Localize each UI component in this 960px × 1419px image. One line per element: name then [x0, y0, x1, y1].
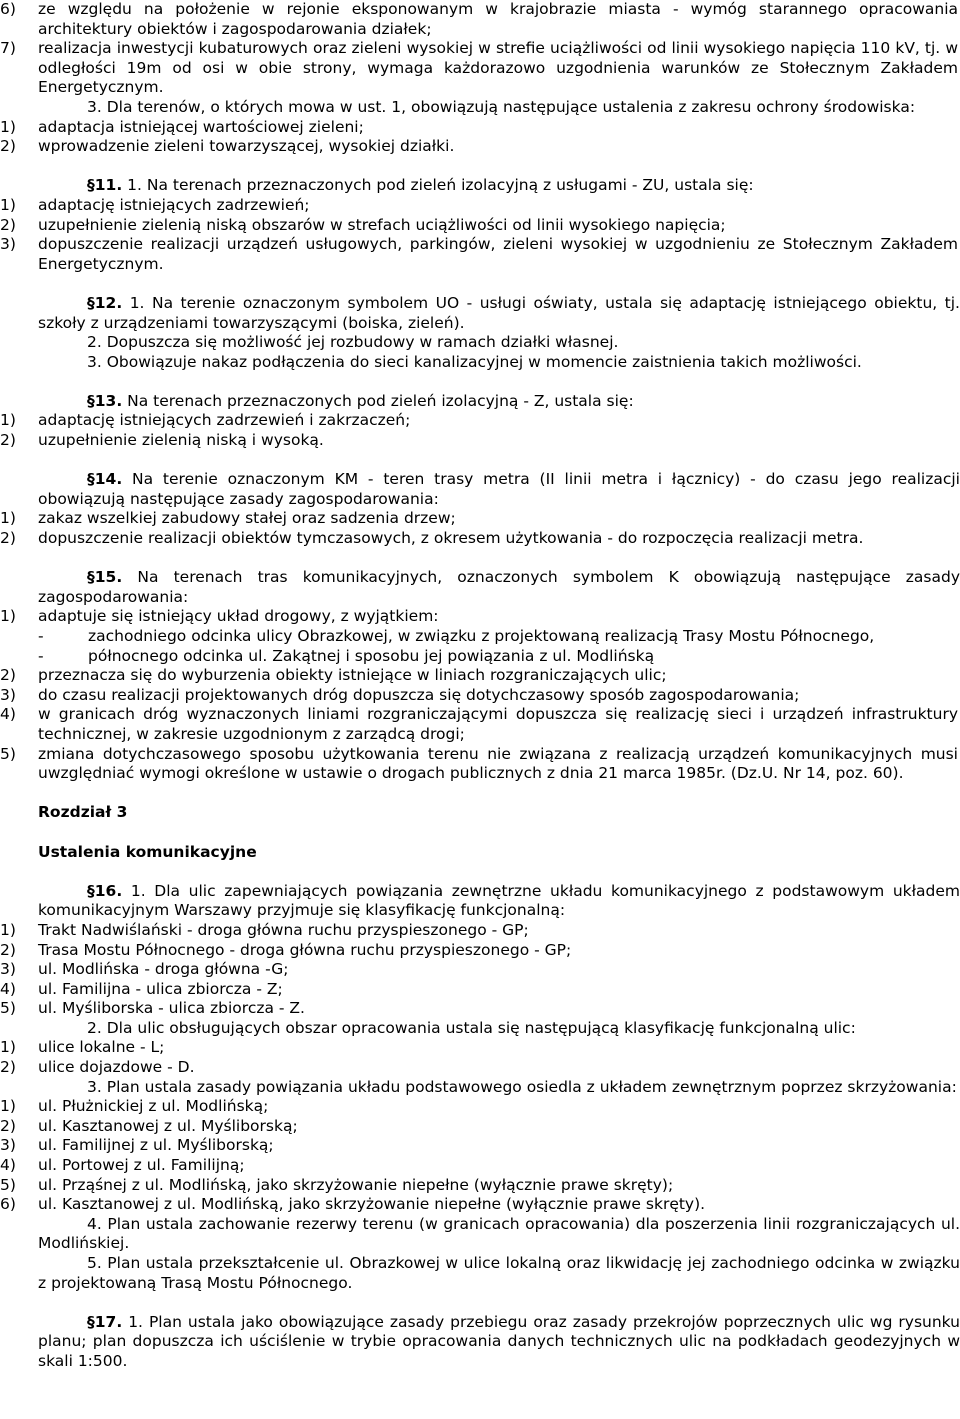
section-number: 16.	[94, 881, 123, 900]
list-text: ul. Kasztanowej z ul. Modlińską, jako skrzyżowanie niepełne (wyłącznie prawe skręty).	[38, 1195, 706, 1214]
list-text: do czasu realizacji projektowanych dróg dopuszcza się dotychczasowy sposób zagospodarowania;	[38, 685, 800, 704]
list-item	[0, 529, 960, 549]
list-text: ul. Modlińska - droga główna -G;	[38, 960, 289, 979]
section-17: §17. 1. Plan ustala jako obowiązujące zasady przebiegu oraz zasady przekrojów poprzecznych ulic wg rysunku planu; plan dopuszcza ich uściślenie w trybie opracowania danych technicznych ulic na podkładach geodezyjnych w skali 1:500.	[38, 1312, 960, 1370]
list-text: adaptuje się istniejący układ drogowy, z wyjątkiem:	[38, 607, 439, 626]
dash-list	[0, 627, 960, 666]
list-text: przeznacza się do wyburzenia obiekty istniejące w liniach rozgraniczających ulic;	[38, 666, 667, 685]
list-text: ul. Płużnickiej z ul. Modlińską;	[38, 1097, 269, 1116]
section-intro: 1. Dla ulic zapewniających powiązania zewnętrzne układu komunikacyjnego z podstawowym układem komunikacyjnym Warszawy przyjmuje się klasyfikację funkcjonalną:	[38, 881, 960, 920]
dash-marker: -	[38, 627, 44, 645]
list-text: adaptacja istniejącej wartościowej zieleni;	[38, 117, 364, 136]
list-number: 1)	[0, 1097, 16, 1116]
list-item	[0, 1097, 960, 1117]
list-item	[0, 607, 960, 627]
list-number: 1)	[0, 1038, 16, 1057]
list-item	[0, 960, 960, 980]
list-item	[0, 999, 960, 1019]
list-number: 2)	[0, 215, 16, 234]
list-number: 1)	[0, 920, 16, 939]
list-number: 1)	[0, 411, 16, 430]
section-15: §15. Na terenach tras komunikacyjnych, oznaczonych symbolem K obowiązują następujące zasady zagospodarowania:	[38, 568, 960, 606]
list-number: 1)	[0, 117, 16, 136]
list-text: uzupełnienie zielenią niską i wysoką.	[38, 431, 324, 450]
list-number: 2)	[0, 1058, 16, 1077]
list-item	[0, 1195, 960, 1215]
list-number: 6)	[0, 0, 16, 18]
list-item	[0, 137, 960, 157]
list-text: zachodniego odcinka ulicy Obrazkowej, w związku z projektowaną realizacją Trasy Mostu Północnego,	[88, 627, 875, 645]
section-intro: Na terenach tras komunikacyjnych, oznaczonych symbolem K obowiązują następujące zasady zagospodarowania:	[38, 568, 960, 606]
list-item	[0, 666, 960, 686]
section-16-p3: 3. Plan ustala zasady powiązania układu podstawowego osiedla z układem zewnętrznym poprzez skrzyżowania:	[87, 1077, 957, 1096]
section-13: §13. Na terenach przeznaczonych pod zieleń izolacyjną - Z, ustala się:	[87, 391, 634, 410]
section-11: §11. 1. Na terenach przeznaczonych pod zieleń izolacyjną z usługami - ZU, ustala się:	[87, 176, 754, 195]
list-number: 3)	[0, 685, 16, 704]
dash-item	[38, 647, 960, 667]
dash-marker: -	[38, 646, 44, 665]
list-item	[0, 1176, 960, 1196]
list-number: 2)	[0, 940, 16, 959]
list-text: Trasa Mostu Północnego - droga główna ruchu przyspieszonego - GP;	[38, 940, 572, 959]
section-16: §16. 1. Dla ulic zapewniających powiązania zewnętrzne układu komunikacyjnego z podstawowym układem komunikacyjnym Warszawy przyjmuje się klasyfikację funkcjonalną:	[38, 881, 960, 920]
list-number: 2)	[0, 137, 16, 156]
list-text: wprowadzenie zieleni towarzyszącej, wysokiej działki.	[38, 137, 455, 156]
section-number: 13.	[94, 391, 123, 410]
list-item	[0, 980, 960, 1000]
list-text: Trakt Nadwiślański - droga główna ruchu przyspieszonego - GP;	[38, 920, 529, 939]
list-text: realizacja inwestycji kubaturowych oraz zieleni wysokiej w strefie uciążliwości od linii wysokiego napięcia 110 kV, tj. w odległości 19m od osi w obie strony, wymaga każdorazowo uzgodnienia warunków ze Stołecznym Zakładem Energetycznym.	[38, 39, 958, 97]
chapter-title: Rozdział 3	[38, 803, 128, 822]
chapter-subtitle: Ustalenia komunikacyjne	[38, 842, 257, 861]
list-number: 3)	[0, 235, 16, 254]
section-16-p4: 4. Plan ustala zachowanie rezerwy terenu (w granicach opracowania) dla poszerzenia linii rozgraniczających ul. Modlińskiej.	[38, 1214, 960, 1253]
list-item	[0, 118, 960, 138]
section-intro: Na terenie oznaczonym KM - teren trasy metra (II linii metra i łącznicy) - do czasu jego realizacji obowiązują następujące zasady zagospodarowania:	[38, 470, 960, 508]
list-text: ul. Prząśnej z ul. Modlińską, jako skrzyżowanie niepełne (wyłącznie prawe skręty);	[38, 1175, 674, 1194]
section-intro: 1. Na terenach przeznaczonych pod zieleń izolacyjną z usługami - ZU, ustala się:	[122, 176, 754, 195]
list-text: adaptację istniejących zadrzewień i zakrzaczeń;	[38, 411, 411, 430]
list-item	[0, 1038, 960, 1058]
list-item	[0, 431, 960, 451]
list-number: 4)	[0, 1156, 16, 1175]
list-item	[0, 411, 960, 431]
list-item	[0, 509, 960, 529]
list-text: adaptację istniejących zadrzewień;	[38, 195, 310, 214]
list-number: 2)	[0, 1116, 16, 1135]
list-text: dopuszczenie realizacji urządzeń usługowych, parkingów, zieleni wysokiej w uzgodnieniu ze Stołecznym Zakładem Energetycznym.	[38, 235, 958, 273]
list-text: dopuszczenie realizacji obiektów tymczasowych, z okresem użytkowania - do rozpoczęcia realizacji metra.	[38, 529, 864, 548]
list-item	[0, 39, 960, 98]
list-text: ul. Kasztanowej z ul. Myśliborską;	[38, 1116, 298, 1135]
list-item	[0, 705, 960, 744]
list-number: 1)	[0, 195, 16, 214]
paragraph-3-intro: 3. Dla terenów, o których mowa w ust. 1, obowiązują następujące ustalenia z zakresu ochrony środowiska:	[87, 97, 916, 116]
list-number: 4)	[0, 979, 16, 998]
section-12: §12. 1. Na terenie oznaczonym symbolem UO - usługi oświaty, ustala się adaptację istniejącego obiektu, tj. szkoły z urządzeniami towarzyszącymi (boiska, zieleń).	[38, 293, 960, 332]
list-number: 2)	[0, 431, 16, 450]
list-text: ul. Myśliborska - ulica zbiorcza - Z.	[38, 999, 305, 1018]
list-text: ulice dojazdowe - D.	[38, 1058, 195, 1077]
section-number: 14.	[94, 470, 123, 489]
list-number: 5)	[0, 1175, 16, 1194]
section-16-p2: 2. Dla ulic obsługujących obszar opracowania ustala się następującą klasyfikację funkcjonalną ulic:	[87, 1018, 856, 1037]
section-intro: 1. Plan ustala jako obowiązujące zasady przebiegu oraz zasady przekrojów poprzecznych ulic wg rysunku planu; plan dopuszcza ich uściślenie w trybie opracowania danych technicznych ulic na podkładach geodezyjnych w skali 1:500.	[38, 1312, 960, 1370]
list-text: północnego odcinka ul. Zakątnej i sposobu jej powiązania z ul. Modlińską	[88, 646, 655, 665]
section-intro: 1. Na terenie oznaczonym symbolem UO - usługi oświaty, ustala się adaptację istniejącego obiektu, tj. szkoły z urządzeniami towarzyszącymi (boiska, zieleń).	[38, 293, 960, 332]
list-number: 3)	[0, 960, 16, 979]
section-16-p5: 5. Plan ustala przekształcenie ul. Obrazkowej w ulice lokalną oraz likwidację jej zachodniego odcinka w związku z projektowaną Trasą Mostu Północnego.	[38, 1254, 960, 1292]
list-item	[0, 196, 960, 216]
list-text: uzupełnienie zielenią niską obszarów w strefach uciążliwości od linii wysokiego napięcia;	[38, 215, 726, 234]
list-number: 7)	[0, 39, 16, 58]
list-text: zakaz wszelkiej zabudowy stałej oraz sadzenia drzew;	[38, 509, 456, 528]
list-number: 1)	[0, 607, 16, 626]
list-item	[0, 921, 960, 941]
list-text: zmiana dotychczasowego sposobu użytkowania terenu nie związana z realizacją urządzeń komunikacyjnych musi uwzględniać wymogi określone w ustawie o drogach publicznych z dnia 21 marca 1985r. (Dz.U. Nr 14, poz. 60).	[38, 744, 958, 783]
section-12-p3: 3. Obowiązuje nakaz podłączenia do sieci kanalizacyjnej w momencie zaistnienia takich możliwości.	[87, 352, 862, 371]
list-text: w granicach dróg wyznaczonych liniami rozgraniczającymi dopuszcza się realizację sieci i urządzeń infrastruktury technicznej, w zakresie uzgodnionym z zarządcą drogi;	[38, 705, 958, 743]
list-text: ul. Familijnej z ul. Myśliborską;	[38, 1136, 274, 1155]
list-number: 2)	[0, 666, 16, 685]
list-item	[0, 1117, 960, 1137]
list-number: 6)	[0, 1195, 16, 1214]
list-item	[0, 1136, 960, 1156]
section-number: 17.	[94, 1312, 123, 1331]
list-number: 5)	[0, 744, 16, 763]
list-item	[0, 216, 960, 236]
list-number: 1)	[0, 509, 16, 528]
list-item	[0, 745, 960, 784]
list-number: 5)	[0, 999, 16, 1018]
list-text: ul. Portowej z ul. Familijną;	[38, 1156, 245, 1175]
dash-item	[38, 627, 960, 647]
list-item	[0, 235, 960, 274]
list-item	[0, 0, 960, 39]
list-text: ul. Familijna - ulica zbiorcza - Z;	[38, 979, 283, 998]
section-intro: Na terenach przeznaczonych pod zieleń izolacyjną - Z, ustala się:	[122, 391, 634, 410]
section-number: 11.	[94, 176, 123, 195]
list-item	[0, 1058, 960, 1078]
section-14: §14. Na terenie oznaczonym KM - teren trasy metra (II linii metra i łącznicy) - do czasu jego realizacji obowiązują następujące zasady zagospodarowania:	[38, 470, 960, 508]
section-number: 15.	[94, 568, 123, 587]
list-item	[0, 1156, 960, 1176]
list-number: 3)	[0, 1136, 16, 1155]
list-number: 2)	[0, 529, 16, 548]
section-12-p2: 2. Dopuszcza się możliwość jej rozbudowy w ramach działki własnej.	[87, 333, 619, 352]
list-item	[0, 941, 960, 961]
section-number: 12.	[94, 293, 123, 312]
list-item	[0, 686, 960, 706]
list-number: 4)	[0, 705, 16, 724]
list-text: ze względu na położenie w rejonie eksponowanym w krajobrazie miasta - wymóg starannego opracowania architektury obiektów i zagospodarowania działek;	[38, 0, 958, 38]
list-text: ulice lokalne - L;	[38, 1038, 165, 1057]
